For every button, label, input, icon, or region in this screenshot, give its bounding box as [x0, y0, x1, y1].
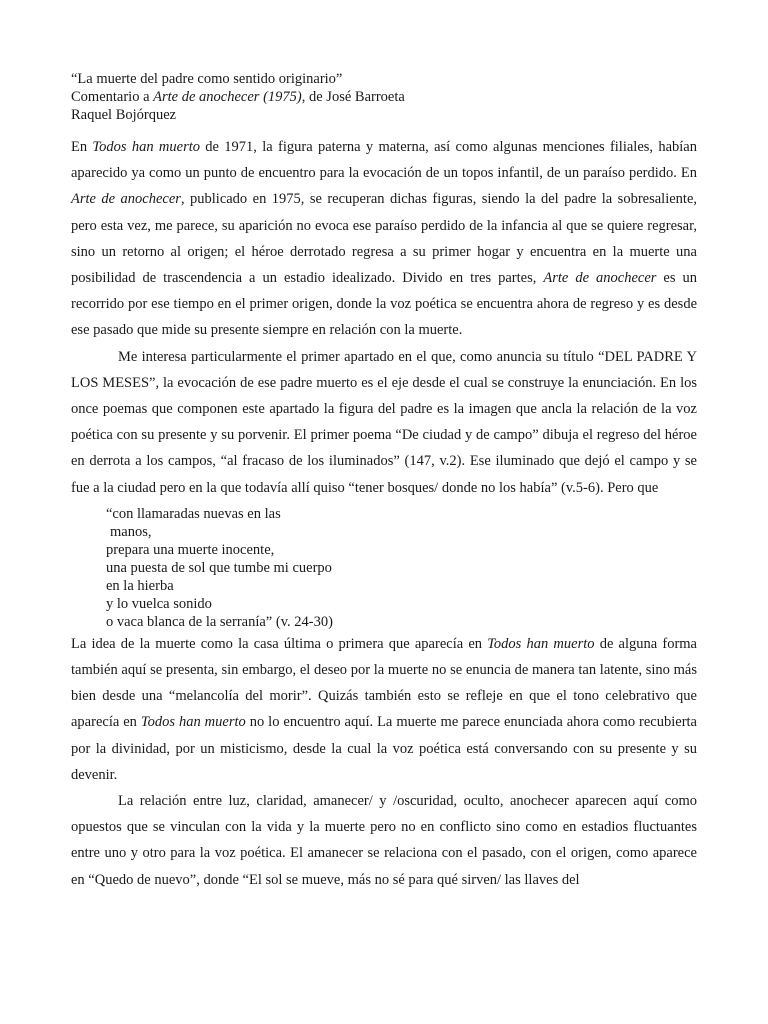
paragraph-segment: La idea de la muerte como la casa última o primera que aparecía en: [71, 635, 488, 652]
paragraph-segment-italic: Todos han muerto: [487, 635, 595, 652]
quote-line: prepara una muerte inocente,: [106, 541, 275, 558]
paragraph-segment: En: [71, 139, 93, 155]
paragraph-segment-italic: Todos han muerto: [92, 139, 200, 155]
paragraph-segment: La relación entre luz, claridad, amanecer/ y /oscuridad, oculto, anochecer aparecen aquí como opuestos que se vinculan con la vida y la muerte pero no en conflicto sino como en estadios fluctuantes entre uno y otro para la voz poética. El amanecer se relaciona con el pasado, con el origen, como aparece en “Quedo de nuevo”, donde “El sol se mueve, más no sé para qué sirven/ las llaves del: [71, 793, 697, 888]
paragraph-3: [71, 631, 697, 788]
quote-line: y lo vuelca sonido: [106, 595, 212, 612]
paragraph-segment: Me interesa particularmente el primer apartado en el que, como anuncia su título “DEL PADRE Y LOS MESES”, la evocación de ese padre muerto es el eje desde el cual se construye la enunciación. En los once poemas que componen este apartado la figura del padre es la imagen que ancla la relación de la voz poética con su presente y su porvenir. El primer poema “De ciudad y de campo” dibuja el regreso del héroe en derrota a los campos, “al fracaso de los iluminados” (147, v.2). Ese iluminado que dejó el campo y se fue a la ciudad pero en la que todavía allí quiso “tener bosques/ donde no los había” (v.5-6). Pero que: [71, 348, 697, 496]
paragraph-segment: es un recorrido por ese tiempo en el primer origen, donde la voz poética se encuentra ahora de regreso y es desde ese pasado que mide su presente siempre en relación con la muerte.: [71, 270, 697, 339]
quote-line: manos,: [110, 523, 152, 540]
paragraph-4: [71, 788, 697, 893]
essay-title: “La muerte del padre como sentido originario”: [71, 71, 343, 87]
quote-line: o vaca blanca de la serranía” (v. 24-30): [106, 613, 333, 630]
poem-quote: [106, 505, 697, 631]
paragraph-segment: no lo encuentro aquí. La muerte me parece enunciada ahora como recubierta por la divinidad, por un misticismo, desde la cual la voz poética está conversando con su presente y su devenir.: [71, 714, 697, 783]
subtitle-work-title: Arte de anochecer (1975): [153, 89, 302, 105]
quote-line: “con llamaradas nuevas en las: [106, 505, 281, 522]
essay-subtitle: [71, 88, 697, 106]
paragraph-1: [71, 134, 697, 344]
paragraph-2: [71, 344, 697, 501]
paragraph-segment: de alguna forma también aquí se presenta, sin embargo, el deseo por la muerte no se enuncia de manera tan latente, sino más bien desde una “melancolía del morir”. Quizás también esto se refleje en que el tono celebrativo que aparecía en: [71, 635, 697, 731]
essay-author: Raquel Bojórquez: [71, 107, 177, 123]
paragraph-segment: de 1971, la figura paterna y materna, así como algunas menciones filiales, habían aparecido ya como un punto de encuentro para la evocación de un topos infantil, de un paraíso perdido. En: [71, 139, 697, 182]
subtitle-suffix: , de José Barroeta: [301, 89, 405, 105]
paragraph-segment-italic: Arte de anochecer: [543, 270, 657, 287]
paragraph-segment-italic: Arte de anochecer: [71, 191, 181, 208]
document-page: [71, 70, 697, 893]
paragraph-segment: , publicado en 1975, se recuperan dichas figuras, siendo la del padre la sobresaliente, pero esta vez, me parece, su aparición no evoca ese paraíso perdido de la infancia al que se quiere regresar, sino un retorno al origen; el héroe derrotado regresa a su primer hogar y encuentra en la muerte una posibilidad de trascendencia a un estadio idealizado. Divido en tres partes,: [71, 191, 698, 287]
paragraph-segment-italic: Todos han muerto: [140, 714, 246, 731]
quote-line: una puesta de sol que tumbe mi cuerpo: [106, 559, 332, 576]
subtitle-prefix: Comentario a: [71, 89, 154, 105]
quote-line: en la hierba: [106, 577, 174, 594]
